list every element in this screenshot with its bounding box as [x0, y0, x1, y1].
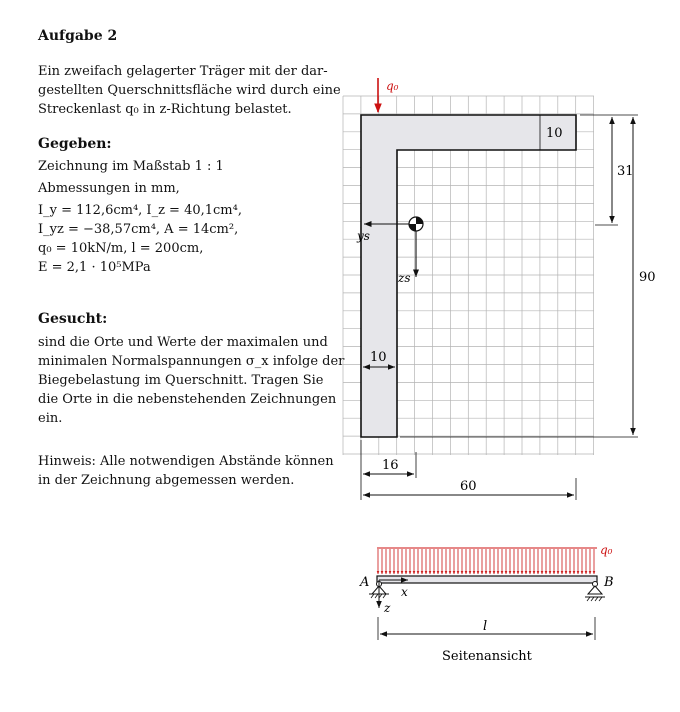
- side-x-axis-label: x: [401, 585, 408, 599]
- page-title: Aufgabe 2: [38, 28, 118, 44]
- cross-section-load-label: q₀: [386, 79, 399, 93]
- dim-total-width-label: 60: [460, 479, 477, 494]
- intro-line: Streckenlast q₀ in z-Richtung belastet.: [38, 102, 292, 117]
- length-label: l: [483, 619, 488, 634]
- side-view: [359, 543, 614, 664]
- given-line: I_y = 112,6cm⁴, I_z = 40,1cm⁴,: [38, 203, 242, 218]
- dim-web-thickness-label: 10: [370, 350, 387, 365]
- side-z-axis-label: z: [384, 601, 391, 615]
- support-a-label: A: [360, 575, 370, 590]
- dim-centroid-offset-label: 16: [382, 458, 399, 473]
- hint-line: Hinweis: Alle notwendigen Abstände können: [38, 454, 334, 469]
- sought-heading: Gesucht:: [38, 311, 108, 327]
- flange-thickness-label: 10: [546, 126, 563, 141]
- given-line: E = 2,1 · 10⁵MPa: [38, 260, 151, 275]
- centroid-z-axis-label: zs: [398, 271, 411, 285]
- beam: [377, 576, 597, 583]
- intro-line: Ein zweifach gelagerter Träger mit der dar-: [38, 64, 328, 79]
- given-line: q₀ = 10kN/m, l = 200cm,: [38, 241, 204, 256]
- support-b-label: B: [604, 575, 614, 590]
- side-load-label: q₀: [600, 543, 613, 557]
- sought-line: die Orte in die nebenstehenden Zeichnungen: [38, 392, 337, 407]
- given-line: I_yz = −38,57cm⁴, A = 14cm²,: [38, 222, 239, 237]
- given-line: Abmessungen in mm,: [38, 181, 180, 196]
- support-b-roller: [585, 582, 605, 602]
- given-heading: Gegeben:: [38, 136, 112, 152]
- sought-line: Biegebelastung im Querschnitt. Tragen Sie: [38, 373, 324, 388]
- hint-line: in der Zeichnung abgemessen werden.: [38, 473, 295, 488]
- centroid-symbol: [409, 217, 423, 231]
- sought-line: sind die Orte und Werte der maximalen und: [38, 335, 328, 350]
- distributed-load-arrows: [378, 549, 594, 574]
- given-line: Zeichnung im Maßstab 1 : 1: [38, 159, 224, 174]
- dim-total-height-label: 90: [639, 270, 656, 285]
- dim-centroid-depth-label: 31: [617, 164, 634, 179]
- sought-line: minimalen Normalspannungen σ_x infolge der: [38, 354, 345, 369]
- centroid-y-axis-label: ys: [357, 229, 370, 243]
- intro-line: gestellten Querschnittsfläche wird durch eine: [38, 83, 341, 98]
- side-view-caption: Seitenansicht: [442, 649, 532, 664]
- sought-line: ein.: [38, 411, 63, 426]
